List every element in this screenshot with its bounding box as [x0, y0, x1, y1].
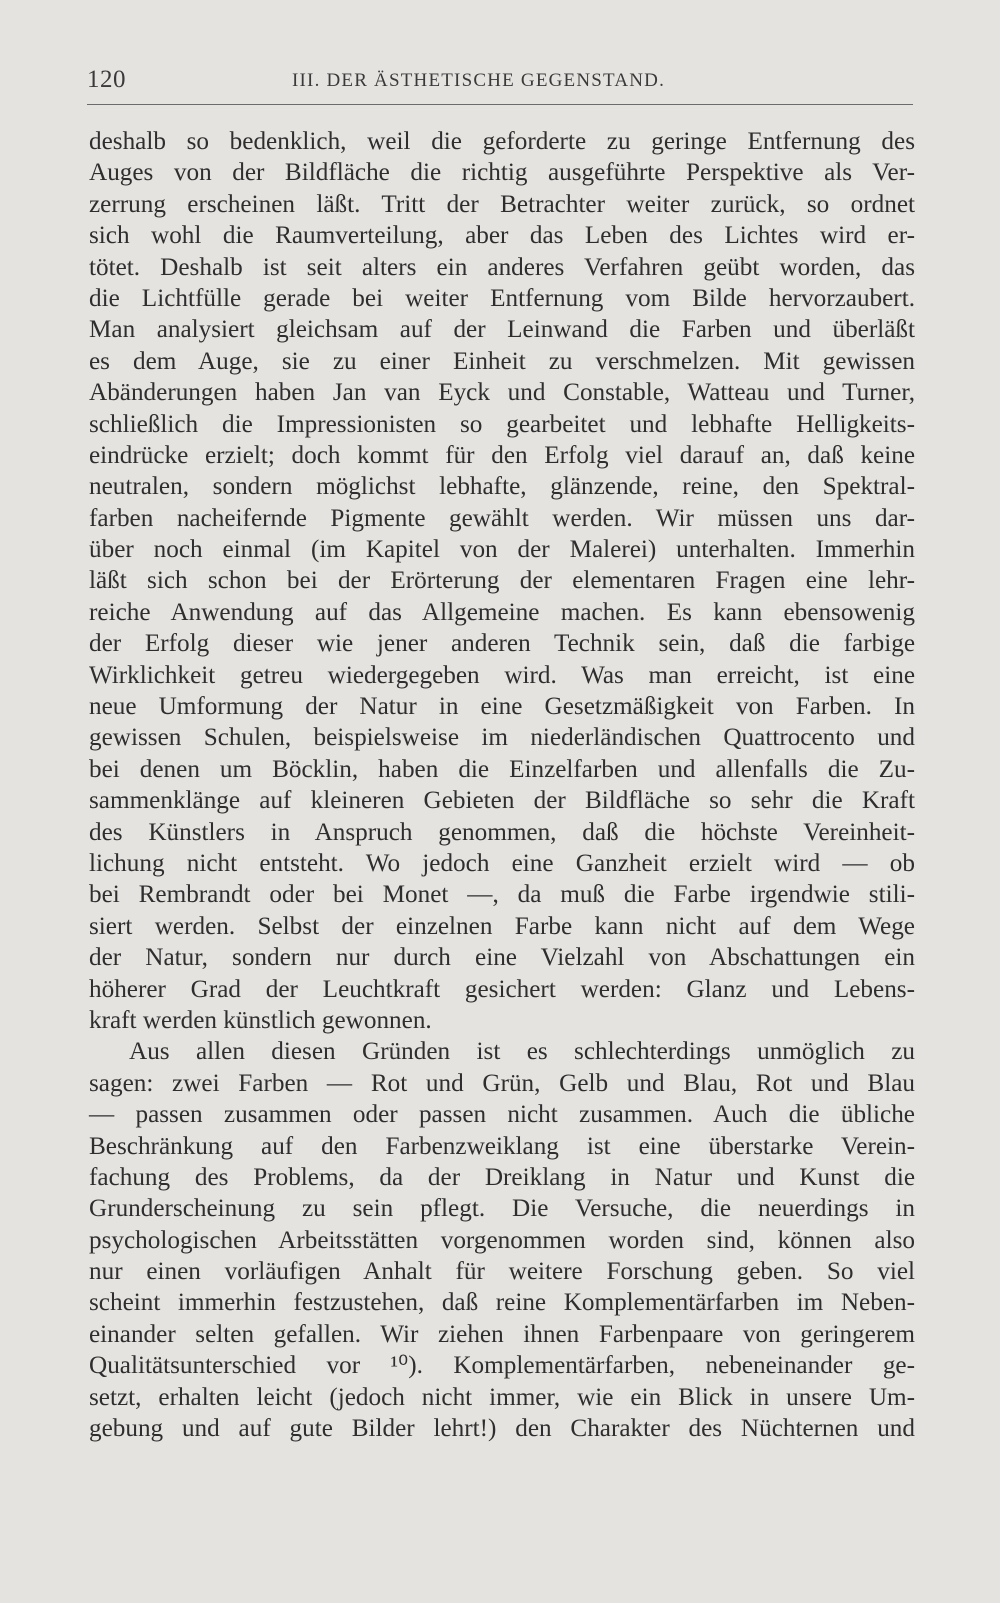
text-line: fachung des Problems, da der Dreiklang in Natur und Kunst die: [89, 1163, 915, 1191]
page-header: [87, 64, 913, 105]
text-line: tötet. Deshalb ist seit alters ein anderes Verfahren geübt worden, das: [89, 253, 915, 281]
text-line: einander selten gefallen. Wir ziehen ihnen Farbenpaare von geringerem: [89, 1320, 915, 1348]
text-line: reiche Anwendung auf das Allgemeine machen. Es kann ebensowenig: [89, 598, 915, 626]
text-line: sich wohl die Raumverteilung, aber das Leben des Lichtes wird er-: [89, 222, 915, 250]
text-line: des Künstlers in Anspruch genommen, daß die höchste Vereinheit-: [89, 818, 915, 846]
text-line: siert werden. Selbst der einzelnen Farbe kann nicht auf dem Wege: [89, 912, 915, 940]
text-line: neutralen, sondern möglichst lebhafte, glänzende, reine, den Spektral-: [89, 473, 915, 501]
text-line: Qualitätsunterschied vor ¹⁰). Komplementärfarben, nebeneinander ge-: [89, 1352, 915, 1380]
text-line: scheint immerhin festzustehen, daß reine Komplementärfarben im Neben-: [89, 1289, 915, 1317]
text-line: gewissen Schulen, beispielsweise im niederländischen Quattrocento und: [89, 724, 915, 752]
text-line: der Erfolg dieser wie jener anderen Technik sein, daß die farbige: [89, 630, 915, 658]
text-line: höherer Grad der Leuchtkraft gesichert werden: Glanz und Lebens-: [89, 975, 915, 1003]
text-line: läßt sich schon bei der Erörterung der elementaren Fragen eine lehr-: [89, 567, 915, 595]
running-head: III. DER ÄSTHETISCHE GEGENSTAND.: [292, 70, 666, 91]
text-line: bei denen um Böcklin, haben die Einzelfarben und allenfalls die Zu-: [89, 755, 915, 783]
text-line: setzt, erhalten leicht (jedoch nicht immer, wie ein Blick in unsere Um-: [89, 1383, 915, 1411]
text-line: gebung und auf gute Bilder lehrt!) den Charakter des Nüchternen und: [89, 1415, 915, 1443]
text-line: Man analysiert gleichsam auf der Leinwand die Farben und überläßt: [89, 316, 915, 344]
text-line: Grunderscheinung zu sein pflegt. Die Versuche, die neuerdings in: [89, 1195, 915, 1223]
paragraph: [89, 1036, 915, 1444]
text-line: zerrung erscheinen läßt. Tritt der Betrachter weiter zurück, so ordnet: [89, 190, 915, 218]
text-line: sammenklänge auf kleineren Gebieten der Bildfläche so sehr die Kraft: [89, 787, 915, 815]
text-line: die Lichtfülle gerade bei weiter Entfernung vom Bilde hervorzaubert.: [89, 284, 915, 312]
text-line: nur einen vorläufigen Anhalt für weitere Forschung geben. So viel: [89, 1258, 915, 1286]
text-line: der Natur, sondern nur durch eine Vielzahl von Abschattungen ein: [89, 944, 915, 972]
text-line: bei Rembrandt oder bei Monet —, da muß die Farbe irgendwie stili-: [89, 881, 915, 909]
body-text: [89, 126, 915, 1444]
text-line: eindrücke erzielt; doch kommt für den Erfolg viel darauf an, daß keine: [89, 441, 915, 469]
paragraph: [89, 126, 915, 1036]
text-line: Abänderungen haben Jan van Eyck und Constable, Watteau und Turner,: [89, 379, 915, 407]
text-line: lichung nicht entsteht. Wo jedoch eine Ganzheit erzielt wird — ob: [89, 849, 915, 877]
text-line: deshalb so bedenklich, weil die geforderte zu geringe Entfernung des: [89, 128, 915, 155]
text-line: über noch einmal (im Kapitel von der Malerei) unterhalten. Immerhin: [89, 536, 915, 564]
page-number: 120: [87, 66, 126, 93]
text-line: Beschränkung auf den Farbenzweiklang ist eine überstarke Verein-: [89, 1132, 915, 1160]
text-line: sagen: zwei Farben — Rot und Grün, Gelb und Blau, Rot und Blau: [89, 1069, 915, 1097]
text-line: neue Umformung der Natur in eine Gesetzmäßigkeit von Farben. In: [89, 693, 915, 721]
text-line: kraft werden künstlich gewonnen.: [89, 1006, 432, 1034]
text-line: — passen zusammen oder passen nicht zusammen. Auch die übliche: [89, 1101, 915, 1129]
text-line: schließlich die Impressionisten so gearbeitet und lebhafte Helligkeits-: [89, 410, 915, 438]
text-line: farben nacheifernde Pigmente gewählt werden. Wir müssen uns dar-: [89, 504, 915, 532]
text-line: Auges von der Bildfläche die richtig ausgeführte Perspektive als Ver-: [89, 159, 915, 187]
text-line: Wirklichkeit getreu wiedergegeben wird. Was man erreicht, ist eine: [89, 661, 915, 689]
text-line: Aus allen diesen Gründen ist es schlechterdings unmöglich zu: [129, 1038, 915, 1066]
text-line: es dem Auge, sie zu einer Einheit zu verschmelzen. Mit gewissen: [89, 347, 915, 375]
text-line: psychologischen Arbeitsstätten vorgenommen worden sind, können also: [89, 1226, 915, 1254]
